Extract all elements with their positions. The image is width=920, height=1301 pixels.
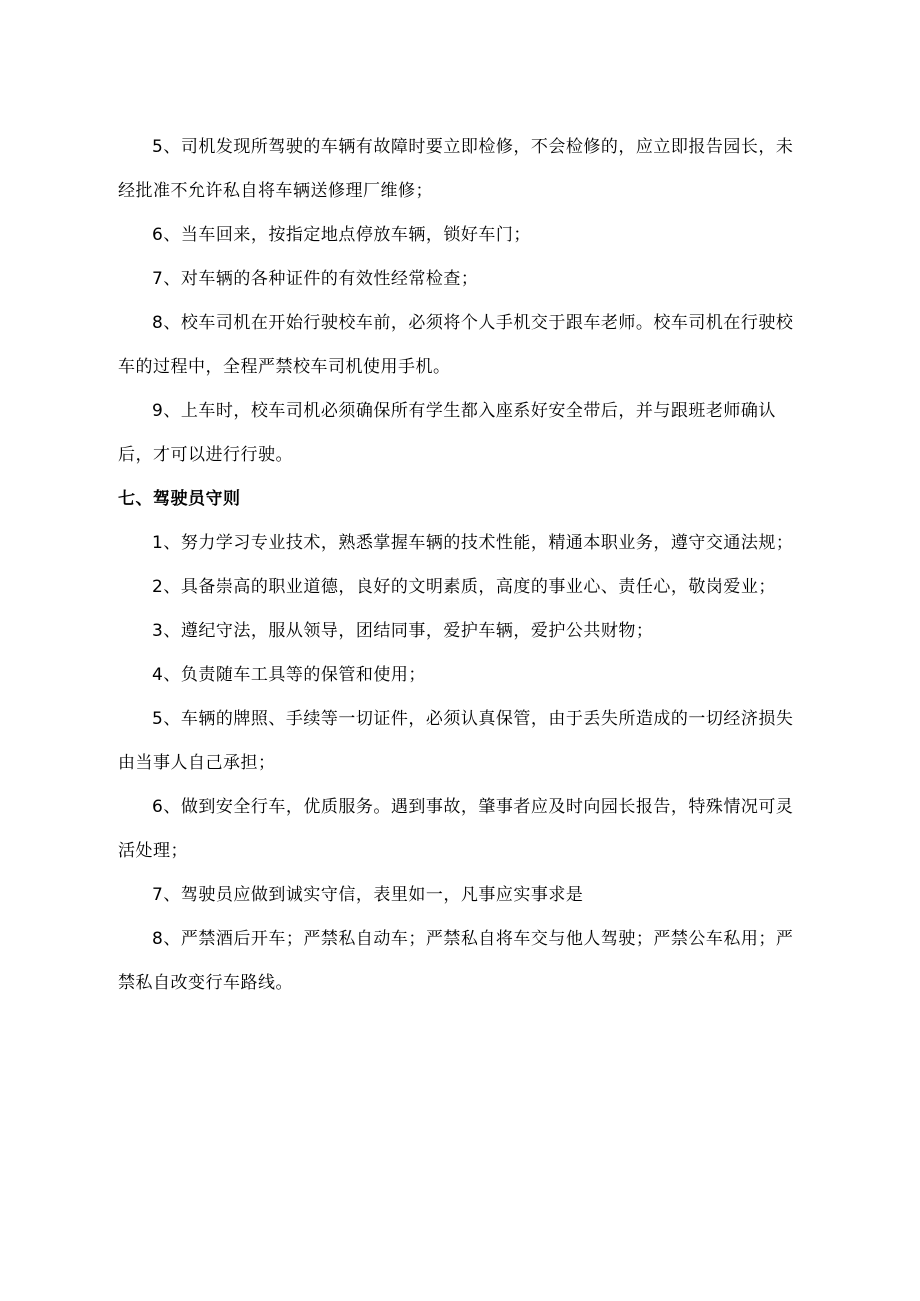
driver-rule-2: 2、具备崇高的职业道德，良好的文明素质，高度的事业心、责任心，敬岗爱业；	[152, 577, 776, 597]
rule-7-certificates: 7、对车辆的各种证件的有效性经常检查；	[152, 269, 479, 289]
driver-rule-5: 5、车辆的牌照、手续等一切证件，必须认真保管，由于丢失所造成的一切经济损失由当事人自己承担；	[118, 709, 794, 773]
rule-9-seatbelt: 9、上车时，校车司机必须确保所有学生都入座系好安全带后，并与跟班老师确认后，才可以进行行驶。	[118, 401, 776, 465]
driver-rule-1: 1、努力学习专业技术，熟悉掌握车辆的技术性能，精通本职业务，遵守交通法规；	[152, 533, 794, 553]
driver-rule-8: 8、严禁酒后开车；严禁私自动车；严禁私自将车交与他人驾驶；严禁公车私用；严禁私自改变行车路线。	[118, 929, 794, 993]
driver-rule-6: 6、做到安全行车，优质服务。遇到事故，肇事者应及时向园长报告，特殊情况可灵活处理；	[118, 797, 794, 861]
driver-rule-4: 4、负责随车工具等的保管和使用；	[152, 665, 426, 685]
rule-6-parking: 6、当车回来，按指定地点停放车辆，锁好车门；	[152, 225, 531, 245]
driver-rule-3: 3、遵纪守法，服从领导，团结同事，爱护车辆，爱护公共财物；	[152, 621, 654, 641]
rule-5-fault-repair: 5、司机发现所驾驶的车辆有故障时要立即检修，不会检修的，应立即报告园长，未经批准不允许私自将车辆送修理厂维修；	[118, 137, 794, 201]
rule-8-phone: 8、校车司机在开始行驶校车前，必须将个人手机交于跟车老师。校车司机在行驶校车的过程中，全程严禁校车司机使用手机。	[118, 313, 794, 377]
section-heading-driver-code: 七、驾驶员守则	[118, 489, 241, 509]
driver-rule-7: 7、驾驶员应做到诚实守信，表里如一，凡事应实事求是	[152, 885, 584, 905]
